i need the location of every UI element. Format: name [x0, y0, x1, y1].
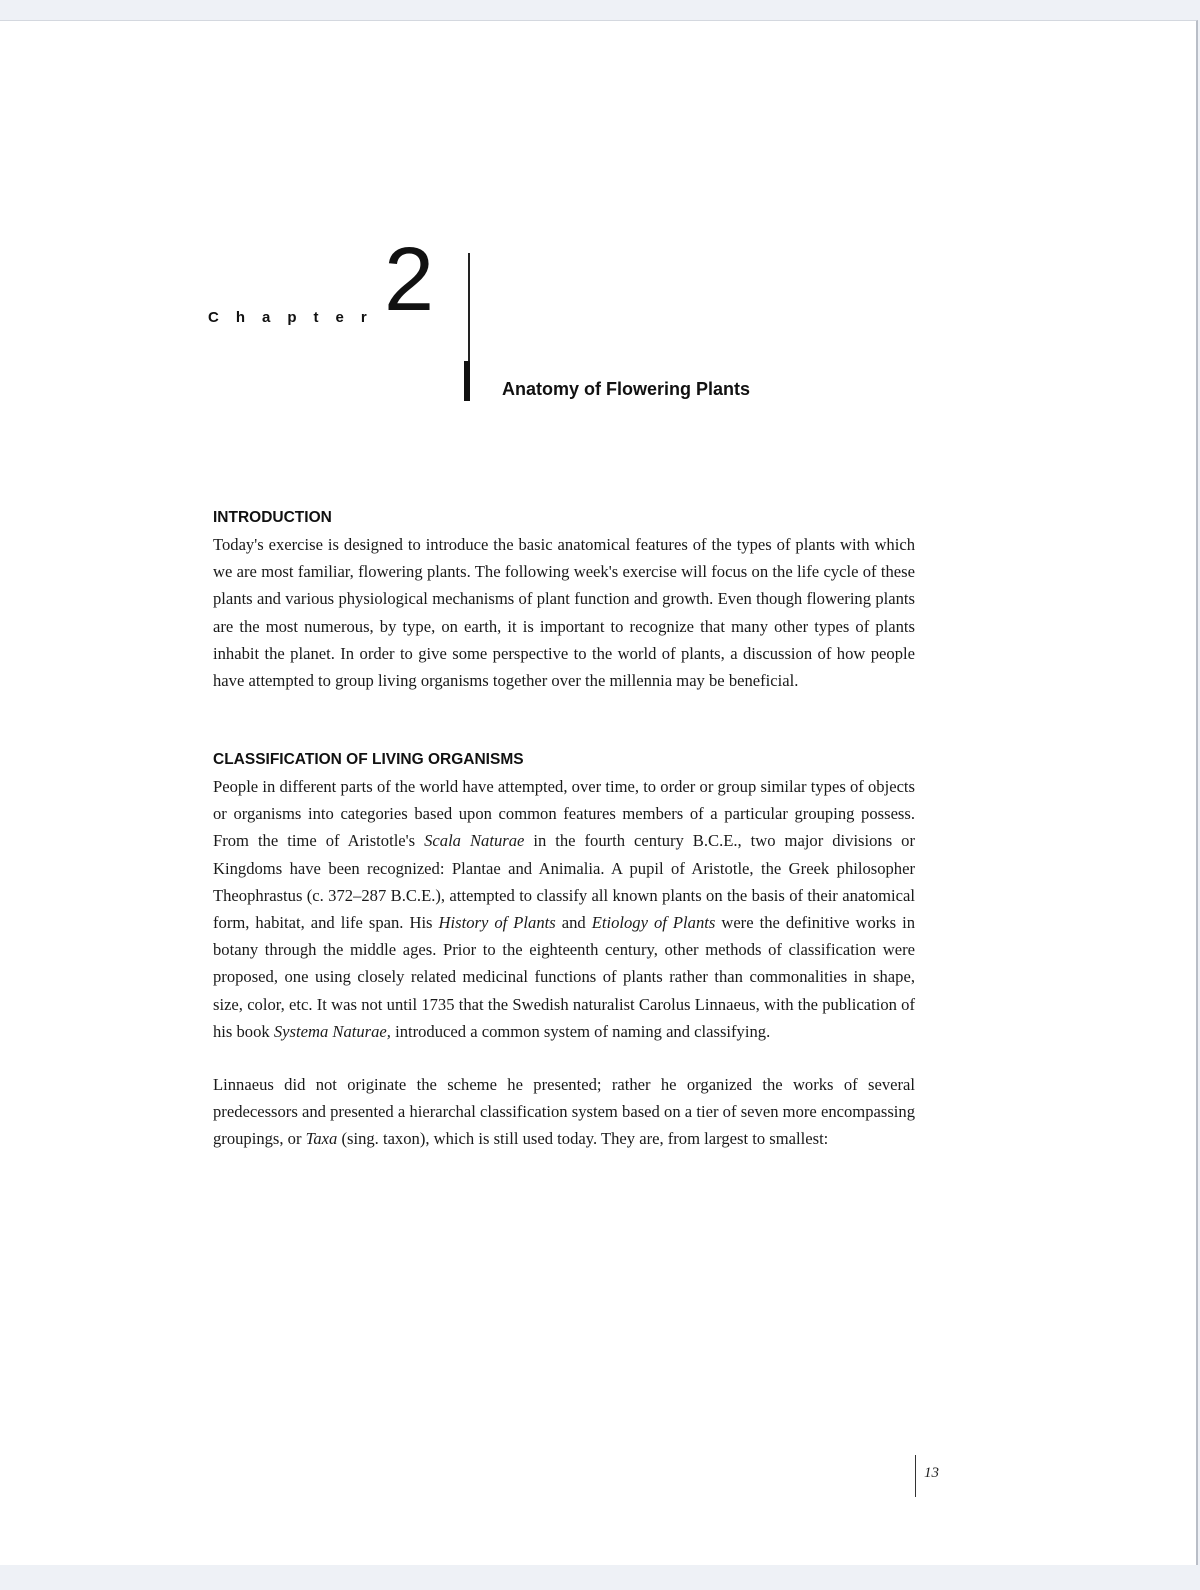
chapter-title: Anatomy of Flowering Plants	[502, 379, 751, 399]
chapter-number: 2	[384, 230, 435, 330]
document-page	[0, 20, 1198, 1565]
classification-section	[213, 747, 915, 1153]
chapter-label: Chapter	[208, 309, 384, 326]
classification-paragraph-1: People in different parts of the world have attempted, over time, to order or group similar types of objects or organisms into categories based upon common features members of a particular grouping possess. From the time of Aristotle's Scala Naturae in the fourth century B.C.E., two major divisions or Kingdoms have been recognized: Plantae and Animalia. A pupil of Aristotle, the Greek philosopher Theophrastus (c. 372–287 B.C.E.), attempted to classify all known plants on the basis of their anatomical form, habitat, and life span. His History of Plants and Etiology of Plants were the definitive works in botany through the middle ages. Prior to the eighteenth century, other methods of classification were proposed, one using closely related medicinal functions of plants rather than commonalities in shape, size, color, etc. It was not until 1735 that the Swedish naturalist Carolus Linnaeus, with the publication of his book Systema Naturae, introduced a common system of naming and classifying.	[213, 777, 915, 1041]
page-number-rule	[915, 1455, 916, 1497]
classification-paragraph-2: Linnaeus did not originate the scheme he presented; rather he organized the works of several predecessors and presented a hierarchal classification system based on a tier of seven more encompassing groupings, or Taxa (sing. taxon), which is still used today. They are, from largest to smallest:	[213, 1075, 915, 1149]
chapter-divider-rule	[468, 253, 470, 369]
introduction-heading: INTRODUCTION	[213, 509, 332, 526]
introduction-paragraph: Today's exercise is designed to introduce the basic anatomical features of the types of plants with which we are most familiar, flowering plants. The following week's exercise will focus on the life cycle of these plants and various physiological mechanisms of plant function and growth. Even though flowering plants are the most numerous, by type, on earth, it is important to recognize that many other types of plants inhabit the planet. In order to give some perspective to the world of plants, a discussion of how people have attempted to group living organisms together over the millennia may be beneficial.	[213, 535, 915, 691]
classification-heading: CLASSIFICATION OF LIVING ORGANISMS	[213, 751, 524, 768]
chapter-title-marker	[464, 361, 470, 401]
page-number: 13	[924, 1465, 939, 1481]
introduction-section	[213, 505, 915, 694]
